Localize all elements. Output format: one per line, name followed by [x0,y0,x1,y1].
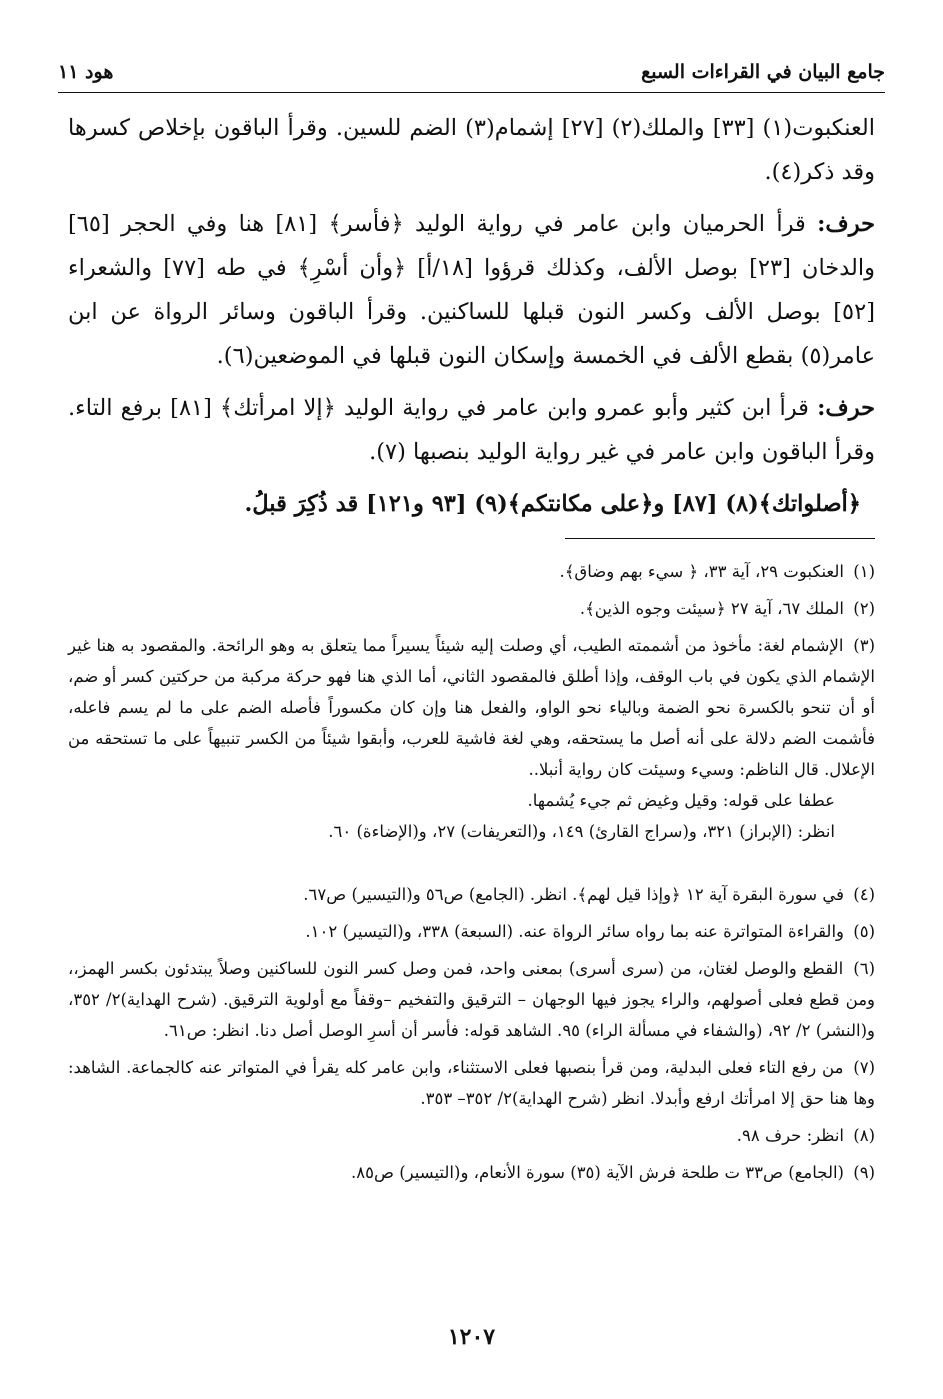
page-number: ١٢٠٧ [447,1324,496,1350]
footnote-continuation: انظر: (الإبراز) ٣٢١، و(سراج القارئ) ١٤٩، و(التعريفات) ٢٧، و(الإضاءة) ٦٠. [328,822,835,841]
footnote [68,953,875,1046]
footnote-continuation: عطفا على قوله: وقيل وغيض ثم جيء يُشمها. [527,791,835,810]
footnote-number: (٢) [853,599,875,618]
footnote-text: العنكبوت ٢٩، آية ٣٣، ﴿ سيء بهم وضاق﴾. [559,562,844,581]
paragraph-4: ﴿أصلواتك﴾(٨) [٨٧] و﴿على مكانتكم﴾(٩) [٩٣ و١٢١] قد ذُكِرَ قبلُ. [244,491,861,517]
footnote-text: (الجامع) ص٣٣ ت طلحة فرش الآية (٣٥) سورة الأنعام، و(التيسير) ص٨٥. [351,1163,844,1182]
footnote [68,1052,875,1114]
footnote-number: (٣) [853,636,876,655]
harf-label: حرف: [817,211,876,237]
footnote-number: (١) [853,562,875,581]
surah-label: هود ١١ [58,61,114,83]
harf-label: حرف: [817,395,876,421]
footnote-text: الملك ٦٧، آية ٢٧ ﴿سيئت وجوه الذين﴾. [579,599,844,618]
footnote-text: والقراءة المتواترة عنه بما رواه سائر الرواة عنه. (السبعة) ٣٣٨، و(التيسير) ١٠٢. [305,922,844,941]
footnote-text: في سورة البقرة آية ١٢ ﴿وإذا قيل لهم﴾. انظر. (الجامع) ص٥٦ و(التيسير) ص٦٧. [303,885,844,904]
book-title: جامع البيان في القراءات السبع [641,61,885,83]
footnote-number: (٦) [853,959,875,978]
running-header [58,52,885,93]
footnote [68,593,875,624]
footnote-text: من رفع التاء فعلى البدلية، ومن قرأ بنصبها فعلى الاستثناء، وابن عامر كله يقرأ في المتواتر عنه كالجماعة. الشاهد: وها هنا حق إلا امرأتك ارفع وأبدلا. انظر (شرح الهداية)٢/ ٣٥٢– ٣٥٣. [68,1058,875,1108]
footnote [68,1120,875,1151]
footnote [68,556,875,587]
footnotes [68,556,875,1194]
paragraph-1: العنكبوت(١) [٣٣] والملك(٢) [٢٧] إشمام(٣) الضم للسين. وقرأ الباقون بإخلاص كسرها وقد ذكر(٤). [68,115,875,185]
main-text [68,106,875,534]
footnote-number: (٥) [853,922,875,941]
footnote [68,630,875,847]
footnote-number: (٩) [853,1163,875,1182]
footnote-number: (٨) [853,1126,875,1145]
paragraph-3 [68,386,875,474]
footnote-number: (٧) [853,1058,875,1077]
footnote [68,1157,875,1188]
footnote-text: القطع والوصل لغتان، من (سرى أسرى) بمعنى واحد، فمن وصل كسر النون للساكنين وصلاً يبتدئون بكسر الهمز،، ومن قطع فعلى أصولهم، والراء يجوز فيها الوجهان – الترقيق والتفخيم –وقفاً مع أولوية الترقيق. (شرح الهداية)٢/ ٣٥٢، و(النشر) ٢/ ٩٢، (والشفاء في مسألة الراء) ٩٥. الشاهد قوله: فأسر أن أسرِ الوصل أصل دنا. انظر: ص٦١. [68,959,876,1040]
paragraph-2 [68,202,875,378]
paragraph-2-text: قرأ الحرميان وابن عامر في رواية الوليد ﴿فأسر﴾ [٨١] هنا وفي الحجر [٦٥] والدخان [٢٣] بوصل الألف، وكذلك قرؤوا [١٨/أ] ﴿وأن أسْرِ﴾ في طه [٧٧] والشعراء [٥٢] بوصل الألف وكسر النون قبلها للساكنين. وقرأ الباقون وسائر الرواة عن ابن عامر(٥) بقطع الألف في الخمسة وإسكان النون قبلها في الموضعين(٦). [68,211,875,369]
footnote-divider [565,538,875,539]
footnote [68,879,875,910]
footnote [68,916,875,947]
footnote-number: (٤) [853,885,875,904]
footnote-text: انظر: حرف ٩٨. [736,1126,844,1145]
paragraph-3-text: قرأ ابن كثير وأبو عمرو وابن عامر في رواية الوليد ﴿إلا امرأتك﴾ [٨١] برفع التاء. وقرأ الباقون وابن عامر في غير رواية الوليد بنصبها (٧). [68,395,875,465]
footnote-text: الإشمام لغة: مأخوذ من أشممته الطيب، أي وصلت إليه شيئاً يسيراً مما يتعلق به وهو الرائحة. والمقصود به هنا غير الإشمام الذي يكون في باب الوقف، وإذا أطلق فالمقصود الثاني، أما الذي هنا فهو حركة مركبة من حركتين كسر أو ضم، أو أن تنحو بالكسرة نحو الضمة وبالياء نحو الواو، والفعل هنا وإن كان مكسوراً فأصله الضم على ما لم يسم فاعله، فأشمت الضم دلالة على أنه أصل ما يستحقه، وهي لغة فاشية للعرب، وأبقوا شيئاً من الكسر تنبيهاً على ما تستحقه من الإعلال. قال الناظم: وسيء وسيئت كان رواية أنبلا.. [68,636,875,779]
